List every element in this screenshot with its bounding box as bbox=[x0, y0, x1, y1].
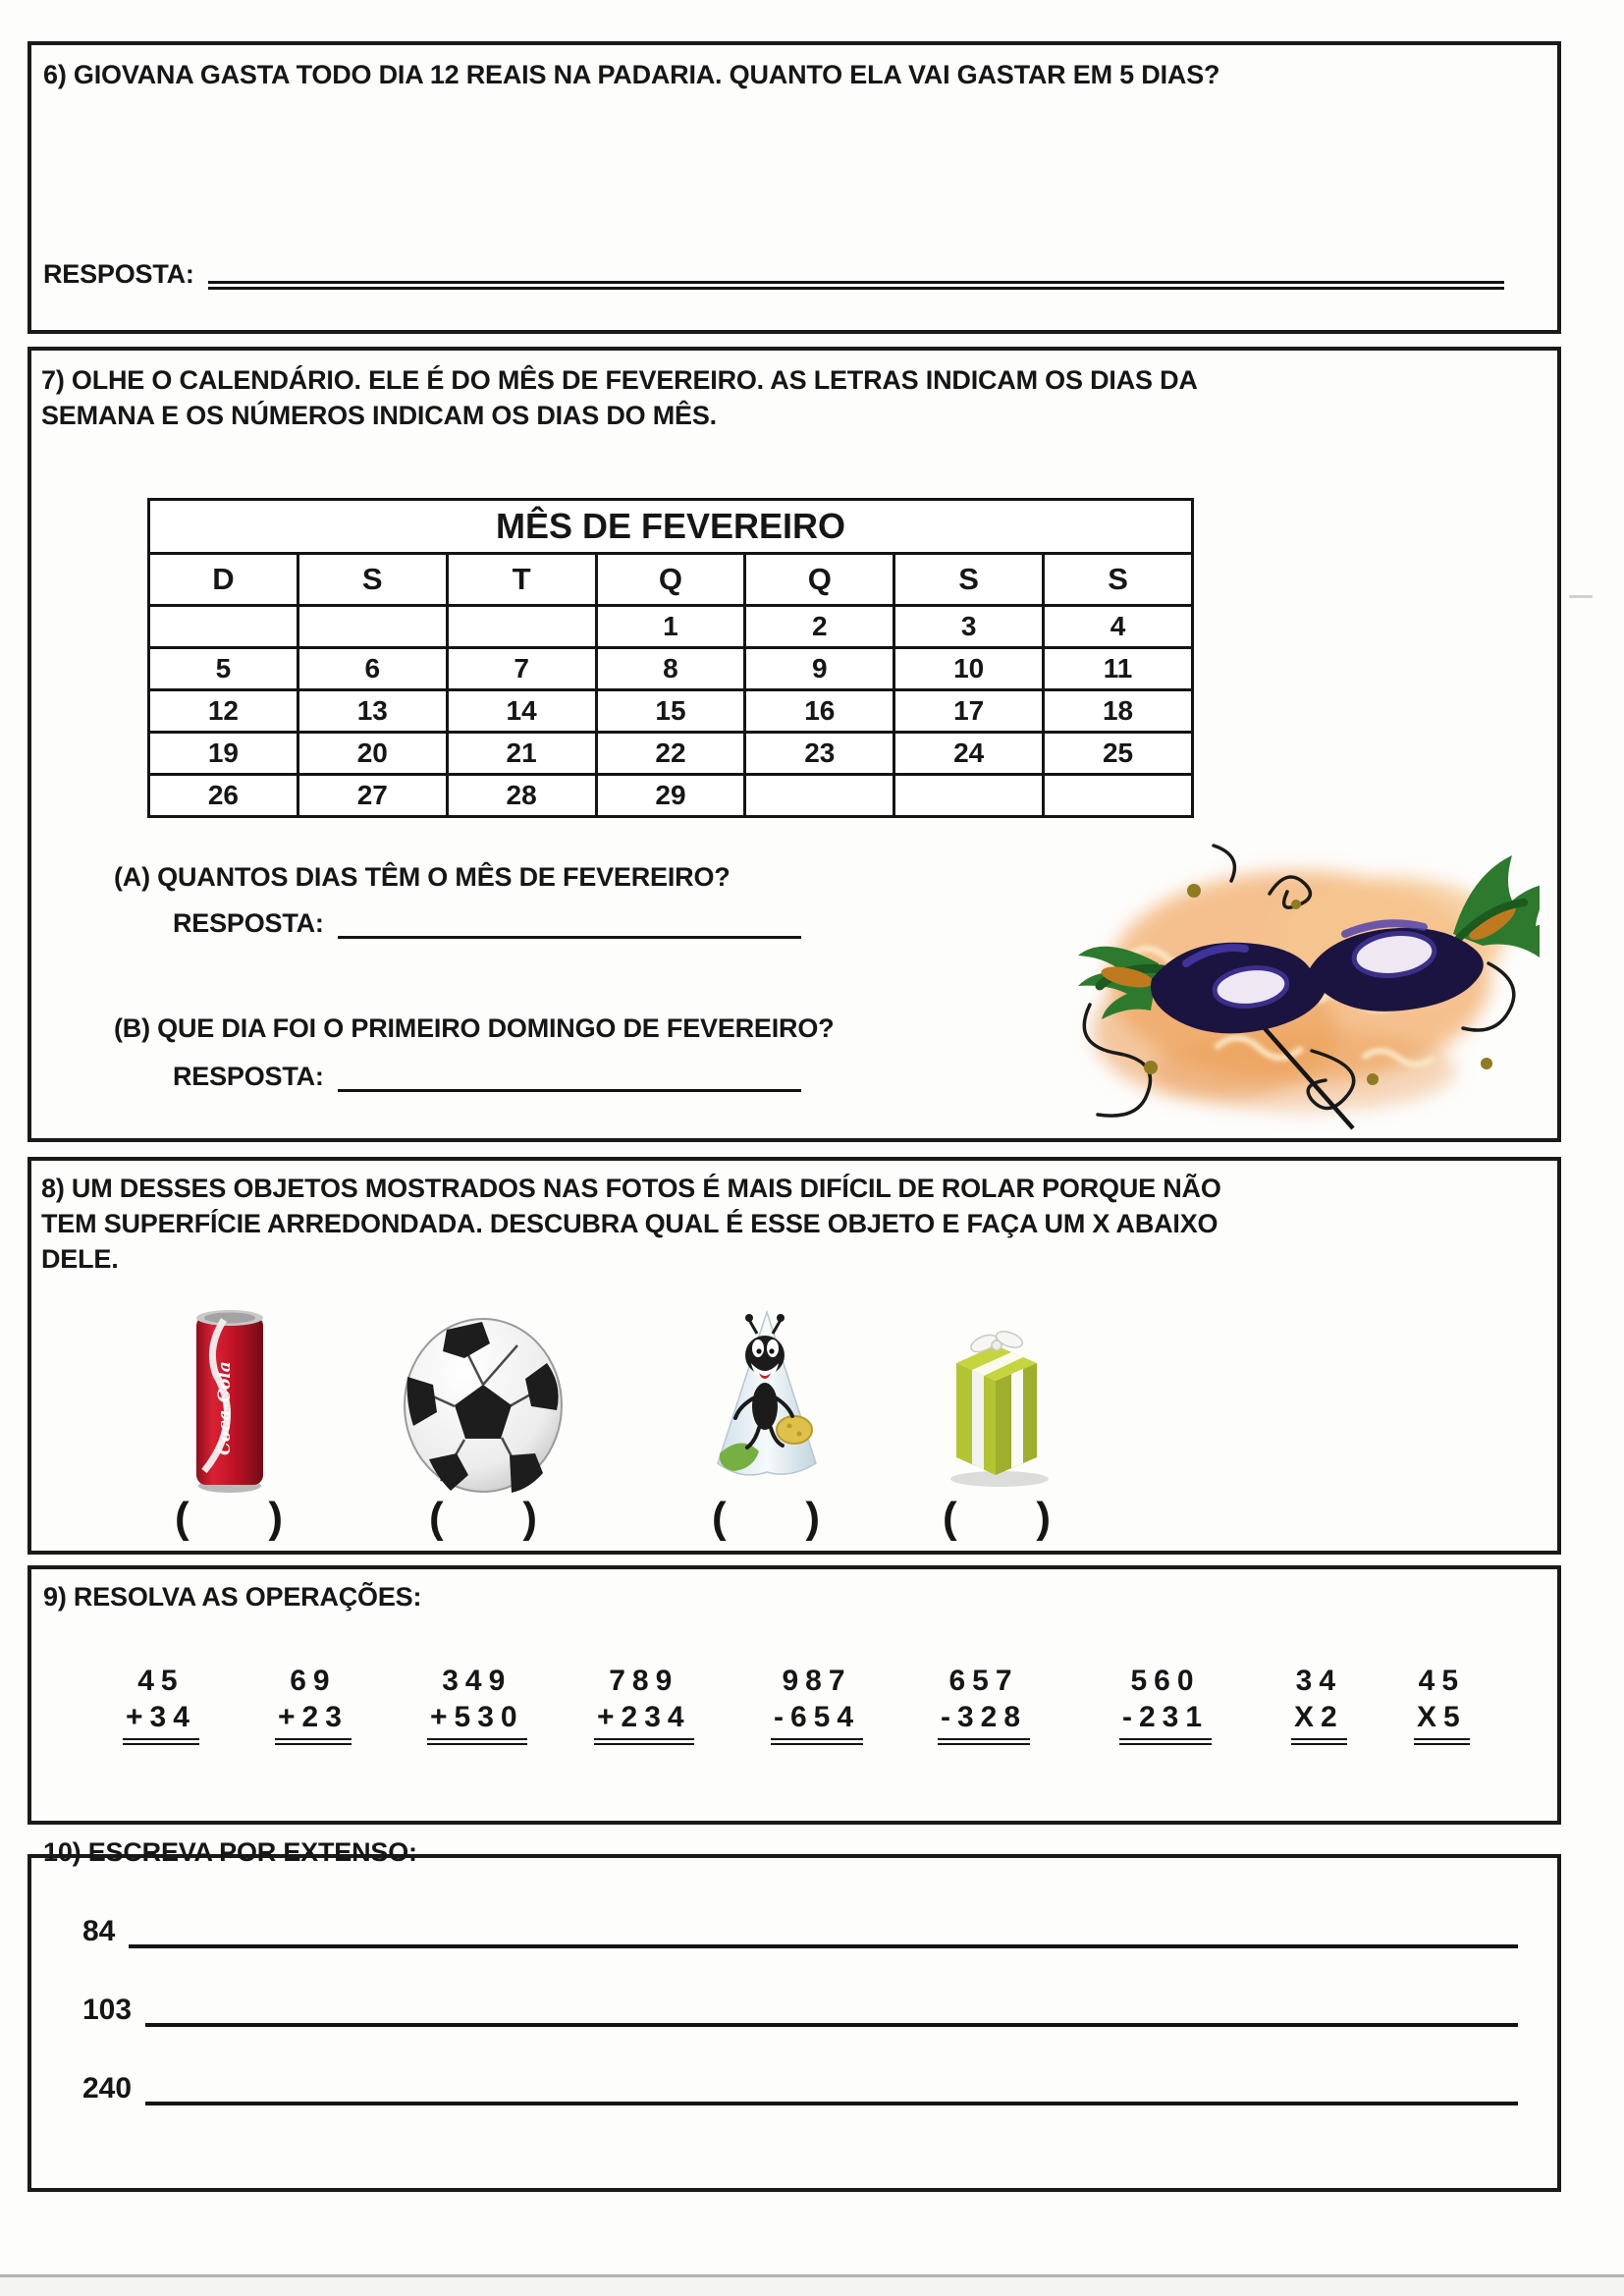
weekday-header: S bbox=[894, 554, 1044, 606]
page-bottom-strip bbox=[0, 2277, 1624, 2296]
day-cell: 2 bbox=[745, 606, 894, 648]
day-cell: 6 bbox=[298, 648, 447, 690]
day-cell bbox=[298, 606, 447, 648]
question-9-title: 9) RESOLVA AS OPERAÇÕES: bbox=[43, 1582, 422, 1612]
day-cell: 1 bbox=[596, 606, 745, 648]
answer-line[interactable] bbox=[145, 2064, 1518, 2105]
operand-top: 34 bbox=[1295, 1665, 1343, 1697]
operation-multiplication-2[interactable] bbox=[1414, 1663, 1470, 1745]
operation-addition-3[interactable] bbox=[427, 1663, 527, 1745]
day-cell: 7 bbox=[447, 648, 596, 690]
paren-close: ) bbox=[805, 1494, 820, 1542]
operand-top: 789 bbox=[609, 1665, 679, 1697]
answer-parens-gift[interactable] bbox=[943, 1495, 1051, 1542]
operand-top: 987 bbox=[782, 1665, 852, 1697]
day-cell bbox=[894, 775, 1044, 817]
calendar-week-row bbox=[149, 775, 1193, 817]
answer-parens-ball[interactable] bbox=[429, 1495, 537, 1542]
question-10-title: 10) ESCREVA POR EXTENSO: bbox=[43, 1837, 417, 1867]
answer-parens-can[interactable] bbox=[175, 1495, 283, 1542]
paren-open: ( bbox=[429, 1494, 444, 1542]
paren-close: ) bbox=[1036, 1494, 1051, 1542]
day-cell bbox=[447, 606, 596, 648]
question-7b-text: (B) QUE DIA FOI O PRIMEIRO DOMINGO DE FEVEREIRO? bbox=[114, 1013, 835, 1043]
paren-open: ( bbox=[712, 1494, 727, 1542]
operation-multiplication-1[interactable] bbox=[1291, 1663, 1347, 1745]
question-7a-answer-row bbox=[173, 906, 801, 939]
answer-label: RESPOSTA: bbox=[173, 1062, 324, 1091]
day-cell: 13 bbox=[298, 690, 447, 733]
day-cell: 12 bbox=[149, 690, 298, 733]
question-8-prompt-line1: 8) UM DESSES OBJETOS MOSTRADOS NAS FOTOS É MAIS DIFÍCIL DE ROLAR PORQUE NÃO bbox=[41, 1174, 1221, 1203]
day-cell: 29 bbox=[596, 775, 745, 817]
calendar-week-row bbox=[149, 733, 1193, 775]
answer-label: RESPOSTA: bbox=[173, 908, 324, 938]
operand-bottom: +34 bbox=[123, 1699, 199, 1745]
day-cell: 24 bbox=[894, 733, 1044, 775]
answer-label: RESPOSTA: bbox=[43, 259, 194, 289]
day-cell: 16 bbox=[745, 690, 894, 733]
question-9-box bbox=[27, 1565, 1561, 1825]
day-cell: 28 bbox=[447, 775, 596, 817]
extenso-number: 240 bbox=[82, 2072, 133, 2105]
question-7b-answer-row bbox=[173, 1060, 801, 1092]
extenso-item-84 bbox=[82, 1907, 1518, 1948]
weekday-header: Q bbox=[745, 554, 894, 606]
day-cell bbox=[149, 606, 298, 648]
operation-addition-2[interactable] bbox=[275, 1663, 352, 1745]
paren-close: ) bbox=[522, 1494, 537, 1542]
day-cell: 9 bbox=[745, 648, 894, 690]
paren-open: ( bbox=[175, 1494, 189, 1542]
operand-top: 657 bbox=[948, 1665, 1019, 1697]
question-8-box bbox=[27, 1157, 1561, 1555]
weekday-header: Q bbox=[596, 554, 745, 606]
day-cell bbox=[1044, 775, 1193, 817]
weekday-header: T bbox=[447, 554, 596, 606]
question-6-box bbox=[27, 41, 1561, 334]
paren-close: ) bbox=[268, 1494, 283, 1542]
calendar-week-row bbox=[149, 690, 1193, 733]
extenso-item-240 bbox=[82, 2064, 1518, 2105]
calendar-week-row bbox=[149, 606, 1193, 648]
day-cell: 17 bbox=[894, 690, 1044, 733]
weekday-header: S bbox=[1044, 554, 1193, 606]
party-cone-hat-image bbox=[702, 1308, 832, 1489]
gift-box-image bbox=[935, 1320, 1058, 1489]
extenso-number: 84 bbox=[82, 1915, 116, 1947]
day-cell: 27 bbox=[298, 775, 447, 817]
day-cell: 11 bbox=[1044, 648, 1193, 690]
operation-subtraction-2[interactable] bbox=[938, 1663, 1030, 1745]
answer-line[interactable] bbox=[129, 1907, 1518, 1948]
operation-addition-1[interactable] bbox=[123, 1663, 199, 1745]
day-cell: 14 bbox=[447, 690, 596, 733]
day-cell: 23 bbox=[745, 733, 894, 775]
answer-line[interactable] bbox=[338, 906, 801, 939]
february-calendar-table bbox=[147, 498, 1194, 818]
operand-bottom: -328 bbox=[938, 1699, 1030, 1745]
extenso-number: 103 bbox=[82, 1994, 133, 2026]
operand-bottom: +234 bbox=[594, 1699, 694, 1745]
calendar-week-row bbox=[149, 648, 1193, 690]
day-cell: 19 bbox=[149, 733, 298, 775]
scan-artifact-dash bbox=[1569, 595, 1593, 598]
question-7-box bbox=[27, 347, 1561, 1142]
operand-bottom: X5 bbox=[1414, 1699, 1470, 1745]
carnival-mask-illustration bbox=[1068, 840, 1540, 1132]
operation-subtraction-3[interactable] bbox=[1119, 1663, 1212, 1745]
operand-top: 45 bbox=[1418, 1665, 1466, 1697]
day-cell: 26 bbox=[149, 775, 298, 817]
can-label: Coca-Cola bbox=[215, 1361, 235, 1455]
paren-open: ( bbox=[943, 1494, 957, 1542]
answer-line[interactable] bbox=[338, 1060, 801, 1092]
answer-line[interactable] bbox=[145, 1986, 1518, 2027]
question-6-prompt: 6) GIOVANA GASTA TODO DIA 12 REAIS NA PADARIA. QUANTO ELA VAI GASTAR EM 5 DIAS? bbox=[43, 60, 1220, 89]
operand-bottom: +23 bbox=[275, 1699, 352, 1745]
day-cell bbox=[745, 775, 894, 817]
day-cell: 20 bbox=[298, 733, 447, 775]
question-7a-text: (A) QUANTOS DIAS TÊM O MÊS DE FEVEREIRO? bbox=[114, 862, 731, 892]
answer-line[interactable] bbox=[208, 260, 1504, 290]
answer-parens-cone[interactable] bbox=[712, 1495, 820, 1542]
coca-cola-can-image bbox=[187, 1306, 273, 1495]
operand-top: 45 bbox=[137, 1665, 185, 1697]
soccer-ball-image bbox=[400, 1316, 567, 1495]
operation-addition-4[interactable] bbox=[594, 1663, 694, 1745]
extenso-item-103 bbox=[82, 1986, 1518, 2027]
question-10-box bbox=[27, 1837, 1561, 2192]
day-cell: 21 bbox=[447, 733, 596, 775]
question-6-answer-row bbox=[43, 259, 1518, 290]
weekday-header: S bbox=[298, 554, 447, 606]
day-cell: 18 bbox=[1044, 690, 1193, 733]
day-cell: 5 bbox=[149, 648, 298, 690]
day-cell: 10 bbox=[894, 648, 1044, 690]
operand-top: 69 bbox=[290, 1665, 337, 1697]
question-8-prompt-line2: TEM SUPERFÍCIE ARREDONDADA. DESCUBRA QUAL É ESSE OBJETO E FAÇA UM X ABAIXO bbox=[41, 1209, 1218, 1238]
operand-bottom: -654 bbox=[771, 1699, 863, 1745]
operand-top: 560 bbox=[1130, 1665, 1201, 1697]
question-7-prompt-line2: SEMANA E OS NÚMEROS INDICAM OS DIAS DO MÊS. bbox=[41, 401, 717, 430]
calendar-title: MÊS DE FEVEREIRO bbox=[149, 500, 1193, 554]
operand-bottom: +530 bbox=[427, 1699, 527, 1745]
day-cell: 25 bbox=[1044, 733, 1193, 775]
day-cell: 4 bbox=[1044, 606, 1193, 648]
day-cell: 8 bbox=[596, 648, 745, 690]
calendar-header-row bbox=[149, 554, 1193, 606]
question-8-prompt-line3: DELE. bbox=[41, 1244, 119, 1274]
question-7-prompt-line1: 7) OLHE O CALENDÁRIO. ELE É DO MÊS DE FEVEREIRO. AS LETRAS INDICAM OS DIAS DA bbox=[41, 365, 1198, 395]
day-cell: 15 bbox=[596, 690, 745, 733]
weekday-header: D bbox=[149, 554, 298, 606]
day-cell: 3 bbox=[894, 606, 1044, 648]
day-cell: 22 bbox=[596, 733, 745, 775]
operand-bottom: -231 bbox=[1119, 1699, 1212, 1745]
operation-subtraction-1[interactable] bbox=[771, 1663, 863, 1745]
operand-top: 349 bbox=[442, 1665, 513, 1697]
operand-bottom: X2 bbox=[1291, 1699, 1347, 1745]
